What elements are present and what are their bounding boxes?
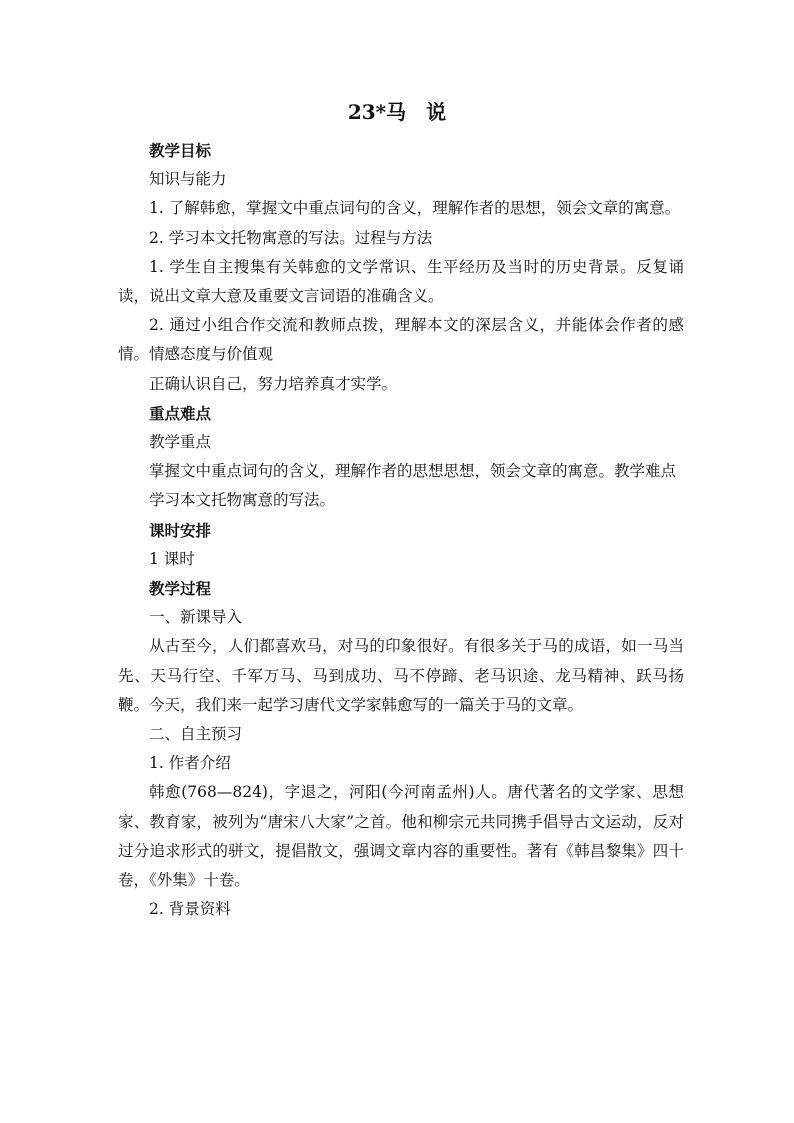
heading-schedule: 课时安排 xyxy=(149,520,212,540)
document-body xyxy=(118,136,684,924)
paragraph: 2. 通过小组合作交流和教师点拨，理解本文的深层含义，并能体会作者的感情。情感态度与价值观 xyxy=(118,316,684,364)
paragraph: 教学重点 xyxy=(149,433,212,452)
paragraph: 2. 背景资料 xyxy=(149,900,231,919)
paragraph: 掌握文中重点词句的含义，理解作者的思想思想，领会文章的寓意。教学难点 xyxy=(149,462,677,481)
paragraph: 韩愈(768—824)，字退之，河阳(今河南孟州)人。唐代著名的文学家、思想家、教育家，被列为“唐宋八大家”之首。他和柳宗元共同携手倡导古文运动，反对过分追求形式的骈文，提倡散文，强调文章内容的重要性。著有《韩昌黎集》四十卷，《外集》十卷。 xyxy=(118,783,684,890)
paragraph: 2. 学习本文托物寓意的写法。过程与方法 xyxy=(149,228,433,247)
paragraph: 1. 了解韩愈，掌握文中重点词句的含义，理解作者的思想，领会文章的寓意。 xyxy=(149,199,681,218)
paragraph: 从古至今，人们都喜欢马，对马的印象很好。有很多关于马的成语，如一马当先、天马行空、千军万马、马到成功、马不停蹄、老马识途、龙马精神、跃马扬鞭。今天，我们来一起学习唐代文学家韩愈写的一篇关于马的文章。 xyxy=(118,637,684,714)
paragraph: 二、自主预习 xyxy=(149,725,243,744)
paragraph: 知识与能力 xyxy=(149,170,227,189)
paragraph: 1 课时 xyxy=(149,549,195,568)
heading-key-difficulties: 重点难点 xyxy=(149,403,212,423)
paragraph: 1. 学生自主搜集有关韩愈的文学常识、生平经历及当时的历史背景。反复诵读，说出文章大意及重要文言词语的准确含义。 xyxy=(118,257,684,306)
paragraph: 一、新课导入 xyxy=(149,608,243,627)
paragraph: 1. 作者介绍 xyxy=(149,754,231,773)
heading-teaching-process: 教学过程 xyxy=(149,579,212,599)
paragraph: 正确认识自己，努力培养真才实学。 xyxy=(149,374,398,393)
paragraph: 学习本文托物寓意的写法。 xyxy=(149,491,336,510)
heading-teaching-goals: 教学目标 xyxy=(149,141,212,160)
document-title: 23*马 说 xyxy=(347,100,447,124)
